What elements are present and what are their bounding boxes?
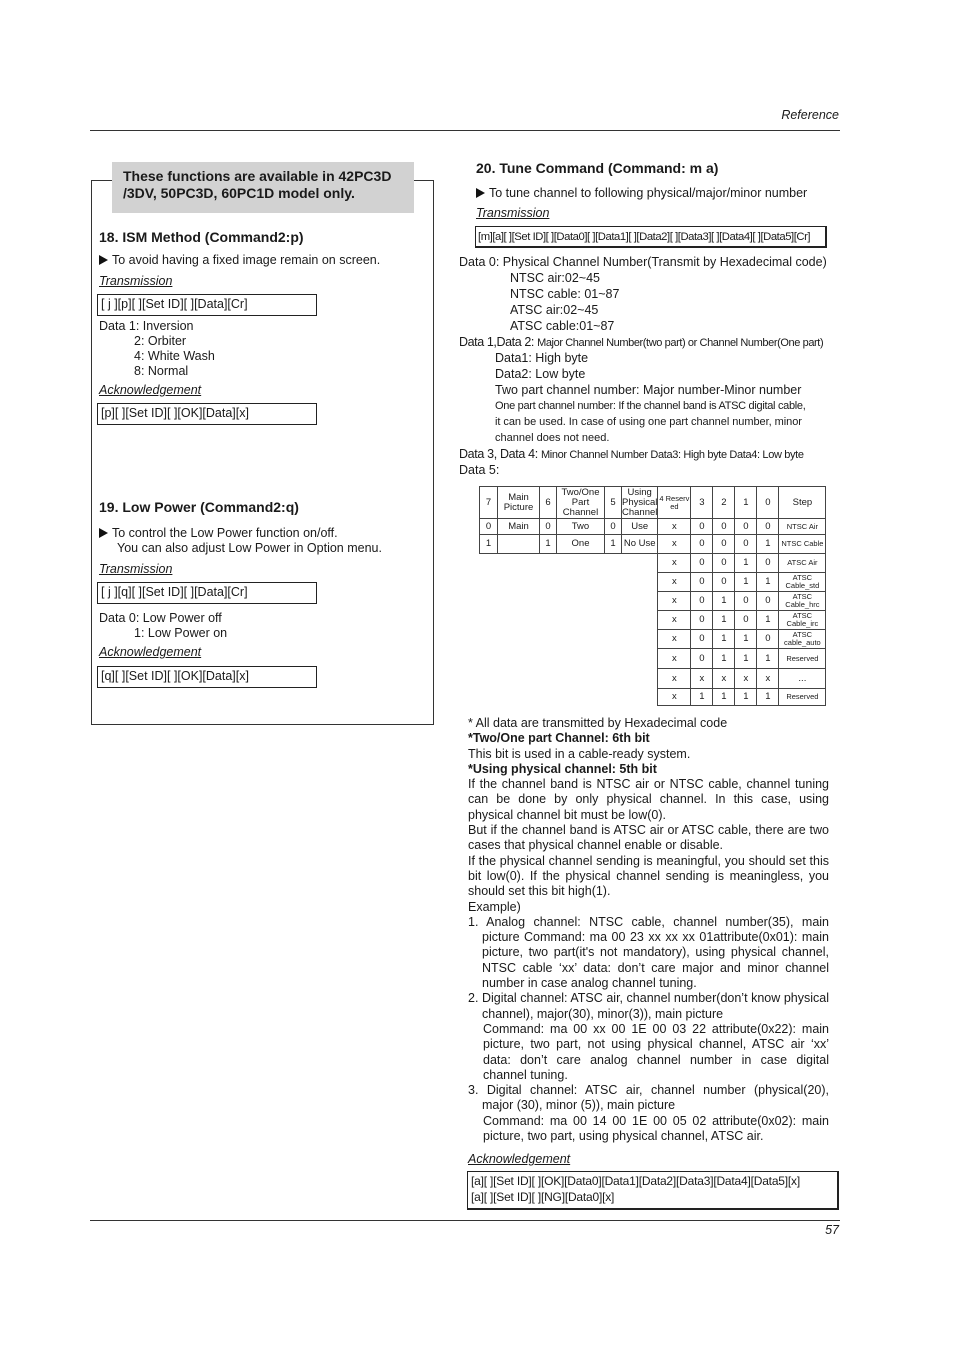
table-row xyxy=(480,535,826,554)
tune-onepart-1: it can be used. In case of using one part channel number, minor xyxy=(495,416,802,428)
example-2a: 2. Digital channel: ATSC air, channel number(don’t know physical channel), major(30), minor(3)), main picture xyxy=(468,991,829,1021)
table-cell: x xyxy=(658,611,691,630)
table-cell: 0 xyxy=(713,554,735,573)
table-cell: 1 xyxy=(605,535,622,554)
tune-data12-v1: Data2: Low byte xyxy=(495,367,586,381)
table-row xyxy=(480,519,826,535)
table-row xyxy=(480,611,826,630)
th-reserved: 4 Reserv ed xyxy=(658,487,691,519)
arrow-icon xyxy=(99,255,108,265)
table-cell: 1 xyxy=(713,649,735,669)
th-bit7: 7 xyxy=(480,487,498,519)
table-cell: 1 xyxy=(540,535,557,554)
table-cell: 1 xyxy=(713,592,735,611)
page-number: 57 xyxy=(825,1223,839,1237)
table-cell: One xyxy=(557,535,605,554)
table-cell: x xyxy=(757,669,779,689)
th-bit6: 6 xyxy=(540,487,557,519)
example-1: 1. Analog channel: NTSC cable, channel number(35), main picture Command: ma 00 23 xx xx xx 01attribute(0x01): main picture, two part(it's not mandatory), using physical channel, NTSC cable ‘xx’ data: don’t care major and minor channel number in case analog channel tuning. xyxy=(468,914,829,991)
table-cell: x xyxy=(658,573,691,592)
tune-notes xyxy=(468,716,829,1144)
table-cell: x xyxy=(691,669,713,689)
tune-transmission-label: Transmission xyxy=(476,206,550,220)
table-cell: x xyxy=(658,554,691,573)
low-power-data-1: 1: Low Power on xyxy=(134,626,228,640)
tune-data12-v2: Two part channel number: Major number-Minor number xyxy=(495,383,802,397)
table-cell: x xyxy=(658,630,691,649)
table-cell: 0 xyxy=(757,519,779,535)
low-power-ack-label: Acknowledgement xyxy=(99,645,202,659)
th-main-picture: Main Picture xyxy=(498,487,540,519)
table-cell: 0 xyxy=(691,573,713,592)
table-cell: Reserved xyxy=(779,649,826,669)
table-cell: 0 xyxy=(757,630,779,649)
th-bit5: 5 xyxy=(605,487,622,519)
table-cell: 0 xyxy=(757,592,779,611)
table-cell: 0 xyxy=(691,630,713,649)
table-row xyxy=(480,554,826,573)
tune-desc-line xyxy=(476,186,807,200)
table-cell: NTSC Air xyxy=(779,519,826,535)
table-cell: x xyxy=(658,592,691,611)
example-3b: Command: ma 00 14 00 1E 00 05 02 attribute(0x02): main picture, two part, using physical channel, ATSC air. xyxy=(483,1113,829,1144)
ism-ack-box: [p][ ][Set ID][ ][OK][Data][x] xyxy=(97,403,317,425)
tune-data0-v0: NTSC air:02~45 xyxy=(510,271,600,285)
low-power-transmission-box: [ j ][q][ ][Set ID][ ][Data][Cr] xyxy=(97,582,317,604)
table-cell: 0 xyxy=(691,554,713,573)
table-cell: 1 xyxy=(757,689,779,706)
table-cell: 0 xyxy=(713,535,735,554)
table-cell: 0 xyxy=(735,611,757,630)
tune-title: 20. Tune Command (Command: m a) xyxy=(476,160,719,176)
table-cell: Reserved xyxy=(779,689,826,706)
example-3a: 3. Digital channel: ATSC air, channel number (physical(20), major (30), minor (5)), main picture xyxy=(468,1083,829,1113)
tune-data5: Data 5: xyxy=(459,463,500,477)
ism-transmission-box: [ j ][p][ ][Set ID][ ][Data][Cr] xyxy=(97,294,317,316)
table-cell: 1 xyxy=(713,689,735,706)
table-cell: 0 xyxy=(691,535,713,554)
th-bit2: 2 xyxy=(713,487,735,519)
table-cell: 0 xyxy=(691,519,713,535)
table-cell: 1 xyxy=(691,689,713,706)
low-power-data-0: Data 0: Low Power off xyxy=(99,611,222,625)
table-cell: 0 xyxy=(691,592,713,611)
table-cell: 1 xyxy=(735,554,757,573)
tune-data12-v0: Data1: High byte xyxy=(495,351,589,365)
example-2b: Command: ma 00 xx 00 1E 00 03 22 attribute(0x22): main picture, two part, not using physical channel, ATSC air ‘xx’ data: don’t care analog channel number in case digital channel tuning. xyxy=(483,1021,829,1082)
ism-data-2: 4: White Wash xyxy=(134,349,215,363)
tune-data0: Data 0: Physical Channel Number(Transmit by Hexadecimal code) xyxy=(459,255,827,269)
table-cell: 1 xyxy=(713,611,735,630)
table-row xyxy=(480,669,826,689)
th-using-physical: Using Physical Channel xyxy=(622,486,658,518)
note-two-one-title: *Two/One part Channel: 6th bit xyxy=(468,731,650,746)
tune-ack-box xyxy=(467,1171,839,1210)
table-cell: ATSC Cable_hrc xyxy=(779,592,826,611)
tune-ack-line-0: [a][ ][Set ID][ ][OK][Data0][Data1][Data2][Data3][Data4][Data5][x] xyxy=(471,1174,800,1188)
table-cell: Use xyxy=(622,519,658,535)
tune-data0-v1: NTSC cable: 01~87 xyxy=(510,287,620,301)
tune-data12-rest: Major Channel Number(two part) or Channel Number(One part) xyxy=(537,337,824,349)
table-cell: x xyxy=(658,669,691,689)
tune-data0-v3: ATSC cable:01~87 xyxy=(510,319,615,333)
table-cell: 1 xyxy=(757,611,779,630)
table-cell: ATSC Cable_std xyxy=(779,573,826,592)
note-phys-text-2: But if the channel band is ATSC air or ATSC cable, there are two cases that physical channel enable or disable. xyxy=(468,823,829,853)
table-cell: 1 xyxy=(757,573,779,592)
ism-desc: To avoid having a fixed image remain on screen. xyxy=(112,253,381,267)
arrow-icon xyxy=(99,528,108,538)
note-hex: * All data are transmitted by Hexadecimal code xyxy=(468,716,728,730)
table-cell: x xyxy=(713,669,735,689)
table-cell: Two xyxy=(557,519,605,535)
tune-data34-line xyxy=(459,447,804,461)
availability-note: These functions are available in 42PC3D /3DV, 50PC3D, 60PC1D model only. xyxy=(112,162,414,213)
tune-ack-label: Acknowledgement xyxy=(468,1152,571,1166)
tune-data12-line xyxy=(459,335,823,349)
tune-onepart-0: One part channel number: If the channel band is ATSC digital cable, xyxy=(495,400,806,412)
tune-data12-prefix: Data 1,Data 2: xyxy=(459,335,538,349)
tune-onepart-2: channel does not need. xyxy=(495,432,610,444)
note-phys-title: *Using physical channel: 5th bit xyxy=(468,761,657,776)
table-row xyxy=(480,649,826,669)
table-cell: NTSC Cable xyxy=(779,535,826,554)
table-row xyxy=(480,592,826,611)
tune-data34-rest: Minor Channel Number Data3: High byte Data4: Low byte xyxy=(540,449,804,461)
table-cell: 0 xyxy=(757,554,779,573)
tune-data34-prefix: Data 3, Data 4: xyxy=(459,447,541,461)
low-power-title: 19. Low Power (Command2:q) xyxy=(99,499,299,515)
table-cell: 1 xyxy=(735,573,757,592)
tune-ack-line-1: [a][ ][Set ID][ ][NG][Data0][x] xyxy=(471,1189,615,1204)
tune-desc: To tune channel to following physical/major/minor number xyxy=(489,186,808,200)
bottom-rule xyxy=(90,1220,840,1221)
low-power-desc-2: You can also adjust Low Power in Option menu. xyxy=(117,541,382,555)
low-power-transmission-label: Transmission xyxy=(99,562,173,576)
table-cell: 0 xyxy=(691,649,713,669)
table-cell: 1 xyxy=(735,689,757,706)
th-bit1: 1 xyxy=(735,487,757,519)
ism-title: 18. ISM Method (Command2:p) xyxy=(99,229,304,245)
table-cell: x xyxy=(658,689,691,706)
low-power-ack-box: [q][ ][Set ID][ ][OK][Data][x] xyxy=(97,666,317,688)
low-power-desc-line xyxy=(99,526,338,540)
table-cell: ... xyxy=(779,669,826,689)
table-cell: ATSC Cable_irc xyxy=(779,611,826,630)
ism-transmission-label: Transmission xyxy=(99,274,173,288)
bit-table xyxy=(479,486,826,706)
table-cell: 1 xyxy=(480,535,498,554)
ism-data-0: Data 1: Inversion xyxy=(99,319,194,333)
table-cell xyxy=(498,535,540,554)
table-cell: 1 xyxy=(757,649,779,669)
low-power-desc-1: To control the Low Power function on/off. xyxy=(112,526,338,540)
section-header: Reference xyxy=(781,108,839,122)
top-rule xyxy=(90,130,840,131)
ism-data-3: 8: Normal xyxy=(134,364,189,378)
table-cell: 1 xyxy=(713,630,735,649)
table-row xyxy=(480,573,826,592)
table-cell: 0 xyxy=(735,592,757,611)
table-cell: 1 xyxy=(735,649,757,669)
table-cell: 1 xyxy=(757,535,779,554)
table-cell: 0 xyxy=(540,519,557,535)
table-cell: 0 xyxy=(605,519,622,535)
table-cell: x xyxy=(658,519,691,535)
th-step: Step xyxy=(779,487,826,519)
ism-ack-label: Acknowledgement xyxy=(99,383,202,397)
tune-data0-v2: ATSC air:02~45 xyxy=(510,303,599,317)
table-row xyxy=(480,630,826,649)
arrow-icon xyxy=(476,188,485,198)
table-cell: 0 xyxy=(735,519,757,535)
table-cell: 0 xyxy=(480,519,498,535)
th-bit3: 3 xyxy=(691,487,713,519)
ism-desc-line xyxy=(99,253,380,267)
table-cell: 0 xyxy=(713,519,735,535)
note-example: Example) xyxy=(468,899,521,914)
table-cell: Main xyxy=(498,519,540,535)
table-cell: x xyxy=(658,535,691,554)
table-cell: 0 xyxy=(713,573,735,592)
table-cell: ATSC cable_auto xyxy=(779,630,826,649)
table-cell: 0 xyxy=(691,611,713,630)
note-two-one-text: This bit is used in a cable-ready system. xyxy=(468,746,691,761)
table-row xyxy=(480,689,826,706)
note-phys-text-1: If the channel band is NTSC air or NTSC cable, channel tuning can be done by only physical channel. In this case, using physical channel bit must be low(0). xyxy=(468,777,829,822)
th-bit0: 0 xyxy=(757,487,779,519)
table-cell: No Use xyxy=(622,535,658,554)
table-cell: x xyxy=(658,649,691,669)
th-two-one-part: Two/One Part Channel xyxy=(557,487,605,519)
table-cell: 1 xyxy=(735,630,757,649)
tune-transmission-box: [m][a][ ][Set ID][ ][Data0][ ][Data1][ ][Data2][ ][Data3][ ][Data4][ ][Data5][Cr] xyxy=(475,226,827,248)
bit-table-header xyxy=(480,487,826,519)
table-cell: x xyxy=(735,669,757,689)
table-cell: ATSC Air xyxy=(779,554,826,573)
ism-data-1: 2: Orbiter xyxy=(134,334,187,348)
table-cell: 0 xyxy=(735,535,757,554)
note-phys-text-3: If the physical channel sending is meaningful, you should set this bit low(0). If the physical channel sending is meaningless, you should set this bit high(1). xyxy=(468,853,829,899)
